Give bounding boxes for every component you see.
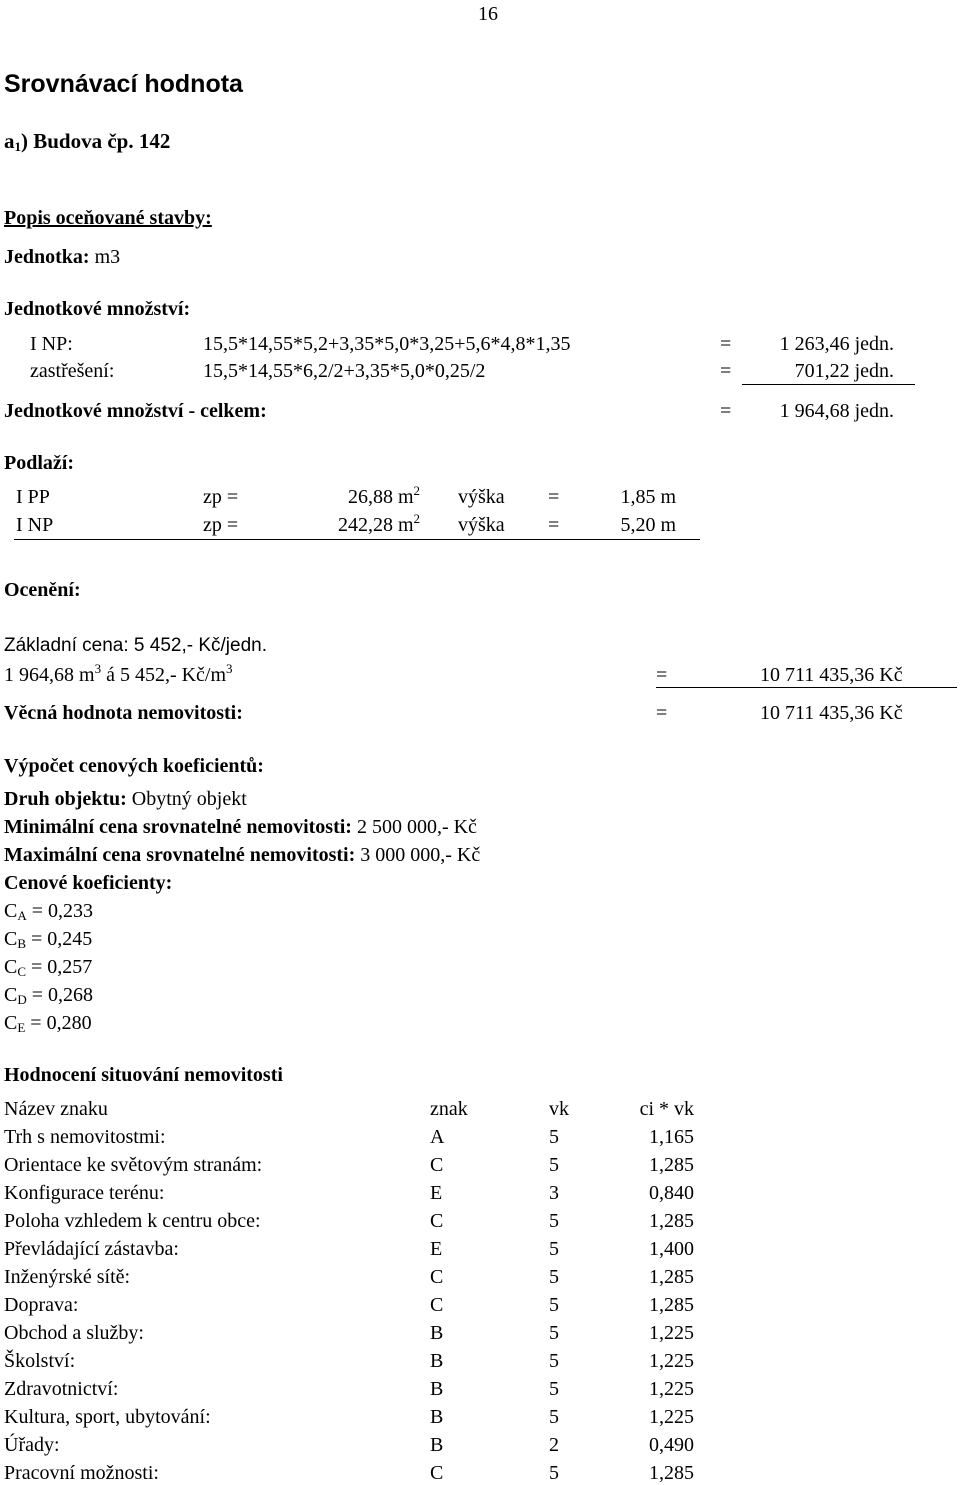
table-cell: E [430,1238,443,1260]
table-cell: C [430,1210,444,1232]
table-cell: A [430,1126,445,1148]
podlazi-zp: zp = [203,486,239,508]
table-cell: Doprava: [4,1294,79,1316]
table-cell: B [430,1350,444,1372]
table-header-cell: ci * vk [639,1098,694,1120]
table-header-cell: Název znaku [4,1098,108,1120]
koeficient: $C_B = 0,245$ [4,928,93,951]
mnozstvi-formula: 15,5*14,55*6,2/2+3,35*5,0*0,25/2 [203,360,486,382]
table-cell: 1,285 [649,1154,694,1176]
vecna-label: Věcná hodnota nemovitosti: [4,702,243,724]
hodnoceni-heading: Hodnocení situování nemovitosti [4,1064,283,1086]
table-cell: 3 [549,1182,559,1204]
mnozstvi-formula: 15,5*14,55*5,2+3,35*5,0*3,25+5,6*4,8*1,35 [203,333,571,355]
table-header-cell: vk [549,1098,569,1120]
table-cell: 5 [549,1126,559,1148]
jednotka-line: Jednotka: m3 [4,246,121,268]
oceneni-heading: Ocenění: [4,579,81,601]
min-cena: Minimální cena srovnatelné nemovitosti: 2 500 000,- Kč [4,816,477,838]
table-cell: 5 [549,1462,559,1484]
table-cell: Obchod a služby: [4,1322,144,1344]
podlazi-area: 242,28 $m^2$ [337,511,420,536]
table-cell: 1,225 [649,1378,694,1400]
table-cell: 5 [549,1266,559,1288]
building-subtitle: $a_1$) Budova čp. 142 [4,129,171,154]
table-header-cell: znak [430,1098,468,1120]
podlazi-eq: = [548,486,560,508]
table-cell: Inženýrské sítě: [4,1266,131,1288]
table-cell: C [430,1294,444,1316]
table-cell: B [430,1434,444,1456]
table-cell: Poloha vzhledem k centru obce: [4,1210,261,1232]
koef-heading: Cenové koeficienty: [4,872,173,894]
table-cell: 5 [549,1322,559,1344]
divider [14,539,700,540]
koeficient: $C_E = 0,280$ [4,1012,92,1035]
mnozstvi-eq: = [720,333,732,355]
mnozstvi-total-label: Jednotkové množství - celkem: [4,400,267,422]
table-cell: 5 [549,1294,559,1316]
table-cell: B [430,1406,444,1428]
calc-eq: = [656,664,668,686]
mnozstvi-label: I NP: [30,333,73,355]
table-cell: 1,285 [649,1294,694,1316]
mnozstvi-value: 1 263,46 jedn. [779,333,894,355]
podlazi-heading: Podlaží: [4,452,74,474]
vecna-value: 10 711 435,36 Kč [760,702,903,724]
table-cell: Zdravotnictví: [4,1378,119,1400]
koeficient: $C_D = 0,268$ [4,984,94,1007]
table-cell: 5 [549,1238,559,1260]
podlazi-name: I PP [16,486,50,508]
table-cell: 1,165 [649,1126,694,1148]
mnozstvi-value: 701,22 jedn. [794,360,894,382]
table-cell: Úřady: [4,1434,60,1456]
table-cell: 5 [549,1350,559,1372]
mnozstvi-total-value: 1 964,68 jedn. [779,400,894,422]
calc-line: 1 964,68 $m^3$ á 5 452,- $Kč/m^3$ [4,661,233,686]
table-cell: 2 [549,1434,559,1456]
page-title: Srovnávací hodnota [4,70,243,98]
table-cell: Převládající zástavba: [4,1238,179,1260]
podlazi-vyska: výška [458,514,505,536]
table-cell: Pracovní možnosti: [4,1462,159,1484]
table-cell: Konfigurace terénu: [4,1182,165,1204]
vypocet-heading: Výpočet cenových koeficientů: [4,755,264,777]
podlazi-height: 5,20 m [620,514,676,536]
mnozstvi-label: zastřešení: [30,360,115,382]
table-cell: 1,225 [649,1322,694,1344]
divider [742,384,915,385]
table-cell: C [430,1154,444,1176]
table-cell: Orientace ke světovým stranám: [4,1154,263,1176]
table-cell: 1,285 [649,1462,694,1484]
table-cell: 1,225 [649,1406,694,1428]
podlazi-vyska: výška [458,486,505,508]
vecna-eq: = [656,702,668,724]
podlazi-area: 26,88 $m^2$ [347,483,420,508]
table-cell: 0,490 [649,1434,694,1456]
mnozstvi-total-eq: = [720,400,732,422]
table-cell: 5 [549,1154,559,1176]
table-cell: 0,840 [649,1182,694,1204]
podlazi-zp: zp = [203,514,239,536]
table-cell: B [430,1378,444,1400]
podlazi-name: I NP [16,514,54,536]
max-cena: Maximální cena srovnatelné nemovitosti: 3 000 000,- Kč [4,844,481,866]
table-cell: 1,400 [649,1238,694,1260]
zakladni-cena: Základní cena: 5 452,- Kč/jedn. [4,635,267,656]
podlazi-eq: = [548,514,560,536]
table-cell: 5 [549,1378,559,1400]
table-cell: C [430,1266,444,1288]
koeficient: $C_C = 0,257$ [4,956,93,979]
table-cell: Trh s nemovitostmi: [4,1126,166,1148]
mnozstvi-heading: Jednotkové množství: [4,298,191,320]
table-cell: 1,225 [649,1350,694,1372]
table-cell: Školství: [4,1350,76,1372]
koeficient: $C_A = 0,233$ [4,900,94,923]
podlazi-height: 1,85 m [620,486,676,508]
table-cell: Kultura, sport, ubytování: [4,1406,211,1428]
table-cell: C [430,1462,444,1484]
table-cell: 1,285 [649,1266,694,1288]
calc-value: 10 711 435,36 Kč [760,664,903,686]
table-cell: 1,285 [649,1210,694,1232]
page-number: 16 [478,3,498,25]
table-cell: 5 [549,1406,559,1428]
table-cell: B [430,1322,444,1344]
druh-objektu: Druh objektu: Obytný objekt [4,788,247,810]
table-cell: E [430,1182,443,1204]
popis-heading: Popis oceňované stavby: [4,207,212,229]
divider [656,687,957,688]
table-cell: 5 [549,1210,559,1232]
mnozstvi-eq: = [720,360,732,382]
